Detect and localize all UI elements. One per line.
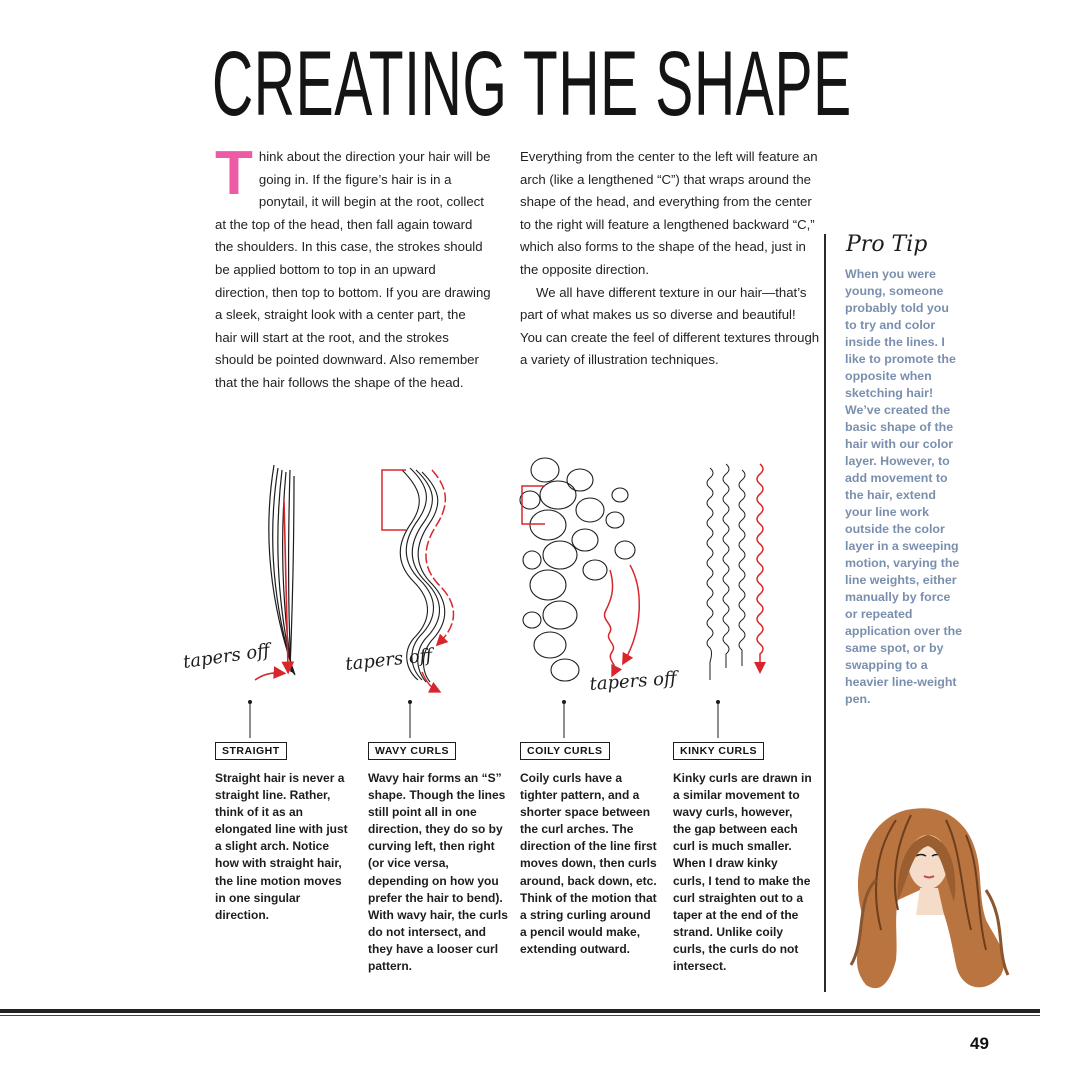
red-coil-arrow-icon (604, 570, 614, 672)
coily-hair-illustration (520, 458, 635, 681)
kinky-hair-illustration (707, 464, 745, 680)
desc-coily-curls: Coily curls have a tighter pattern, and a shorter space between the curl arches. The direction of the line first moves down, then curls around, back down, etc. Think of the motion that a string curling around a pencil would make, extending outward. (520, 771, 657, 956)
desc-wavy-curls: Wavy hair forms an “S” shape. Though the lines still point all in one direction, they do so by curving left, then right (or vice versa, depending on how you prefer the hair to bend). With wavy hair, the curls do not intersect, and they have a looser curl pattern. (368, 771, 508, 974)
label-wavy-curls: WAVY CURLS (368, 742, 456, 760)
page-number: 49 (970, 1034, 989, 1053)
straight-pointer-dot (248, 700, 252, 704)
label-kinky-curls: KINKY CURLS (673, 742, 764, 760)
red-direction-arrow-icon (255, 673, 280, 680)
kinky-pointer-dot (716, 700, 720, 704)
label-straight: STRAIGHT (215, 742, 287, 760)
desc-straight: Straight hair is never a straight line. Rather, think of it as an elongated line with just a slight arch. Notice how with straight hair, the line motion moves in one singular direction. (215, 771, 348, 922)
intro-paragraph-2: Everything from the center to the left will feature an arch (like a lengthened “C”) that wraps around the shape of the head, and everything from the center to the right will feature a lengthened backward “C,” which also forms to the shape of the head, just in the opposite direction. (520, 149, 818, 277)
footer-rule-thick (0, 1009, 1040, 1013)
desc-kinky-curls: Kinky curls are drawn in a similar movement to wavy curls, however, the gap between each curl is much smaller. When I draw kinky curls, I tend to make the curl straighten out to a taper at the end of the strand. Unlike coily curls, the curls do not intersect. (673, 771, 812, 974)
intro-text-1: hink about the direction your hair will be going in. If the figure’s hair is in a ponytail, it will begin at the root, collect at the top of the head, then fall again toward the shoulders. In this case, the strokes should be applied bottom to top in an upward direction, then top to bottom. If you are drawing a sleek, straight look with a center part, the hair will start at the root, and the strokes should be pointed downward. Also remember that the hair follows the shape of the head. (215, 149, 491, 390)
red-arch-bracket (382, 470, 406, 530)
hair-strand-illustrations (170, 440, 810, 730)
footer-rule-thin (0, 1015, 1040, 1016)
coily-pointer-dot (562, 700, 566, 704)
straight-hair-illustration (269, 465, 295, 675)
intro-paragraph-3: We all have different texture in our hair—that’s part of what makes us so diverse and beautiful! You can create the feel of different textures through a variety of illustration techniques. (520, 284, 820, 368)
tapers-off-annotation: tapers off (588, 667, 678, 695)
red-direction-arrow-icon (625, 565, 639, 660)
red-direction-arrow-icon (426, 470, 454, 642)
intro-column-2 (520, 146, 820, 372)
page-title: CREATING THE SHAPE (212, 33, 852, 135)
tapers-off-annotation: tapers off (344, 644, 434, 675)
protip-divider (824, 234, 826, 992)
woman-portrait-illustration (836, 790, 1016, 1000)
protip-title: Pro Tip (846, 232, 928, 257)
drop-cap: T (215, 139, 253, 208)
label-coily-curls: COILY CURLS (520, 742, 610, 760)
protip-text: When you were young, someone probably told you to try and color inside the lines. I like to promote the opposite when sketching hair! We’ve created the basic shape of the hair with our color layer. However, to add movement to the hair, extend your line work outside the color layer in a sweeping motion, varying the line weights, either manually by force or repeated application over the same spot, or by swapping to a heavier line-weight pen. (845, 267, 963, 706)
wavy-pointer-dot (408, 700, 412, 704)
tapers-off-annotation: tapers off (181, 640, 272, 673)
red-kinky-arrow-icon (757, 464, 763, 668)
intro-column-1 (215, 139, 491, 395)
